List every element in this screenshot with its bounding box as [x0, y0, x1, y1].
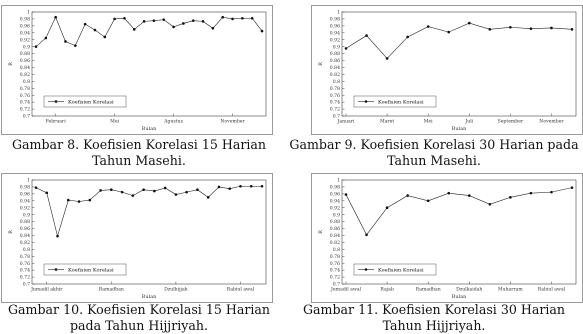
- data-point: [162, 18, 165, 21]
- data-point: [468, 194, 471, 197]
- y-tick-label: 0.86: [329, 59, 340, 65]
- legend-marker: [365, 268, 368, 271]
- legend-marker: [55, 100, 58, 103]
- data-point: [84, 23, 87, 26]
- x-tick-label: Mei: [423, 119, 433, 125]
- data-point: [207, 196, 210, 199]
- y-tick-label: 0.82: [329, 241, 340, 246]
- data-point: [228, 187, 231, 190]
- data-point: [261, 30, 264, 33]
- y-tick-label: 0.94: [329, 199, 340, 205]
- y-tick-label: 0.88: [329, 52, 340, 58]
- y-tick-label: 0.86: [329, 227, 340, 233]
- x-tick-label: Jumadil akhir: [31, 287, 63, 293]
- y-tick-label: 0.96: [329, 192, 340, 198]
- legend-label: Koefisien Korelasi: [68, 267, 114, 274]
- data-point: [261, 185, 264, 188]
- data-point: [94, 29, 97, 32]
- data-point: [121, 191, 124, 194]
- data-point: [89, 199, 92, 202]
- data-point: [571, 28, 574, 31]
- x-tick-label: Februari: [45, 119, 66, 125]
- y-tick-label: 0.96: [19, 192, 30, 198]
- y-tick-label: 0.74: [19, 100, 30, 106]
- x-tick-label: Rabiul awal: [537, 287, 566, 293]
- y-tick-label: 0.88: [19, 220, 30, 226]
- y-tick-label: 0.96: [329, 24, 340, 30]
- data-point: [185, 191, 188, 194]
- data-point: [45, 192, 48, 195]
- data-point: [153, 190, 156, 193]
- data-point: [153, 19, 156, 22]
- data-point: [550, 191, 553, 194]
- x-tick-label: Agustus: [164, 119, 183, 125]
- y-tick-label: 0.84: [19, 234, 30, 240]
- y-axis-title: R: [8, 62, 14, 66]
- y-tick-label: 0.98: [19, 17, 30, 23]
- y-tick-label: 0.9: [332, 45, 340, 51]
- x-axis-title: Bulan: [451, 294, 467, 300]
- y-tick-label: 0.92: [19, 38, 30, 44]
- y-tick-label: 0.86: [19, 227, 30, 233]
- data-point: [550, 27, 553, 30]
- x-axis-title: Bulan: [141, 126, 157, 132]
- data-point: [365, 34, 368, 37]
- figure-10-chart: [1, 173, 273, 303]
- y-tick-label: 0.94: [19, 31, 30, 37]
- data-point: [239, 185, 242, 188]
- y-tick-label: 1: [27, 178, 30, 184]
- x-axis-title: Bulan: [451, 126, 467, 132]
- y-tick-label: 0.7: [332, 114, 340, 120]
- y-tick-label: 0.9: [332, 213, 340, 219]
- y-tick-label: 0.84: [329, 234, 340, 240]
- data-point: [143, 20, 146, 23]
- x-tick-label: Muharram: [497, 287, 523, 293]
- x-tick-label: September: [497, 119, 524, 125]
- data-point: [218, 186, 221, 189]
- data-point: [530, 27, 533, 30]
- y-tick-label: 0.96: [19, 24, 30, 30]
- y-axis-title: R: [318, 230, 324, 234]
- data-point: [406, 194, 409, 197]
- data-point: [251, 17, 254, 20]
- y-tick-label: 0.78: [19, 86, 30, 92]
- data-point: [489, 203, 492, 206]
- data-point: [365, 233, 368, 236]
- y-tick-label: 0.98: [19, 185, 30, 191]
- data-point: [212, 27, 215, 30]
- y-tick-label: 0.78: [19, 254, 30, 260]
- data-point: [345, 193, 348, 196]
- legend-label: Koefisien Korelasi: [68, 99, 114, 106]
- x-tick-label: Januari: [337, 119, 355, 125]
- y-tick-label: 0.74: [329, 268, 340, 274]
- legend-marker: [55, 268, 58, 271]
- data-point: [172, 26, 175, 29]
- data-point: [509, 26, 512, 29]
- y-tick-label: 0.74: [329, 100, 340, 106]
- data-point: [192, 19, 195, 22]
- y-tick-label: 0.76: [19, 93, 30, 99]
- y-tick-label: 0.72: [329, 275, 340, 281]
- y-tick-label: 0.9: [22, 45, 30, 51]
- data-point: [103, 36, 106, 39]
- data-point: [386, 57, 389, 60]
- y-tick-label: 1: [27, 10, 30, 16]
- figure-8-svg: [2, 6, 272, 134]
- y-tick-label: 0.7: [332, 282, 340, 288]
- figure-10-svg: [2, 174, 272, 302]
- y-tick-label: 0.88: [19, 52, 30, 58]
- data-point: [110, 188, 113, 191]
- y-tick-label: 0.82: [19, 241, 30, 246]
- data-point: [56, 235, 59, 238]
- data-point: [345, 47, 348, 50]
- y-tick-label: 0.76: [329, 93, 340, 99]
- x-tick-label: Rajab: [380, 287, 394, 293]
- x-axis-title: Bulan: [141, 294, 157, 300]
- x-tick-label: Dzulhijjah: [164, 287, 188, 293]
- y-tick-label: 0.78: [329, 254, 340, 260]
- y-tick-label: 0.72: [329, 107, 340, 113]
- data-point: [231, 18, 234, 21]
- data-point: [175, 193, 178, 196]
- y-tick-label: 0.88: [329, 220, 340, 226]
- y-tick-label: 0.92: [329, 206, 340, 212]
- data-point: [447, 192, 450, 195]
- x-tick-label: Dzulkaidah: [456, 287, 483, 293]
- figure-8-chart: [1, 5, 273, 135]
- data-point: [509, 196, 512, 199]
- y-tick-label: 0.74: [19, 268, 30, 274]
- data-point: [45, 37, 48, 40]
- x-tick-label: November: [220, 119, 245, 125]
- x-tick-label: Maret: [379, 119, 395, 125]
- y-tick-label: 0.92: [19, 206, 30, 212]
- figure-9-chart: [311, 5, 583, 135]
- y-tick-label: 0.98: [329, 185, 340, 191]
- y-tick-label: 0.86: [19, 59, 30, 65]
- y-tick-label: 0.82: [19, 73, 30, 78]
- x-tick-label: Ramadhan: [415, 287, 441, 293]
- figure-8-caption: Gambar 8. Koefisien Korelasi 15 Harian Tahun Masehi.: [11, 137, 267, 168]
- figure-11-chart: [311, 173, 583, 303]
- y-tick-label: 1: [337, 10, 340, 16]
- x-tick-label: Rabiul awal: [226, 287, 255, 293]
- data-point: [386, 206, 389, 209]
- x-tick-label: Juli: [465, 119, 474, 125]
- data-point: [241, 17, 244, 20]
- y-tick-label: 1: [337, 178, 340, 184]
- y-tick-label: 0.84: [329, 66, 340, 72]
- legend-marker: [365, 100, 368, 103]
- data-point: [489, 28, 492, 31]
- data-point: [99, 189, 102, 192]
- data-point: [113, 18, 116, 21]
- x-tick-label: November: [539, 119, 564, 125]
- y-tick-label: 0.8: [332, 79, 340, 85]
- data-point: [530, 192, 533, 195]
- y-tick-label: 0.7: [22, 282, 30, 288]
- figure-10-caption: Gambar 10. Koefisien Korelasi 15 Harian pada Tahun Hijjriyah.: [7, 302, 271, 333]
- data-point: [35, 186, 38, 189]
- data-point: [35, 45, 38, 48]
- data-point: [142, 188, 145, 191]
- y-tick-label: 0.8: [22, 247, 30, 253]
- data-point: [67, 199, 70, 202]
- y-tick-label: 0.82: [329, 73, 340, 78]
- data-point: [427, 200, 430, 203]
- data-point: [78, 200, 81, 203]
- x-tick-label: Ramadhan: [98, 287, 124, 293]
- y-tick-label: 0.98: [329, 17, 340, 23]
- figure-11-svg: [312, 174, 582, 302]
- data-point: [202, 20, 205, 23]
- y-tick-label: 0.76: [329, 261, 340, 267]
- y-axis-title: R: [8, 230, 14, 234]
- data-point: [123, 17, 126, 20]
- data-point: [132, 194, 135, 197]
- data-point: [164, 187, 167, 190]
- y-tick-label: 0.7: [22, 114, 30, 120]
- y-tick-label: 0.94: [329, 31, 340, 37]
- y-tick-label: 0.78: [329, 86, 340, 92]
- y-axis-title: R: [318, 62, 324, 66]
- y-tick-label: 0.8: [22, 79, 30, 85]
- y-tick-label: 0.84: [19, 66, 30, 72]
- y-tick-label: 0.76: [19, 261, 30, 267]
- data-point: [54, 16, 57, 19]
- legend-label: Koefisien Korelasi: [378, 99, 424, 106]
- y-tick-label: 0.72: [19, 275, 30, 281]
- data-point: [571, 186, 574, 189]
- legend-label: Koefisien Korelasi: [378, 267, 424, 274]
- data-point: [406, 36, 409, 39]
- data-point: [447, 31, 450, 34]
- figure-9-svg: [312, 6, 582, 134]
- data-point: [133, 28, 136, 31]
- y-tick-label: 0.9: [22, 213, 30, 219]
- data-point: [468, 22, 471, 25]
- data-point: [427, 25, 430, 28]
- y-tick-label: 0.8: [332, 247, 340, 253]
- y-tick-label: 0.72: [19, 107, 30, 113]
- data-point: [182, 22, 185, 25]
- data-point: [64, 40, 67, 43]
- x-tick-label: Mei: [110, 119, 120, 125]
- x-tick-label: Jumadil awal: [330, 287, 362, 293]
- figure-9-caption: Gambar 9. Koefisien Korelasi 30 Harian pada Tahun Masehi.: [289, 137, 579, 168]
- data-point: [74, 44, 77, 47]
- data-point: [221, 16, 224, 19]
- data-point: [196, 188, 199, 191]
- data-point: [250, 185, 253, 188]
- y-tick-label: 0.94: [19, 199, 30, 205]
- figure-11-caption: Gambar 11. Koefisien Korelasi 30 Harian Tahun Hijjriyah.: [302, 302, 566, 333]
- y-tick-label: 0.92: [329, 38, 340, 44]
